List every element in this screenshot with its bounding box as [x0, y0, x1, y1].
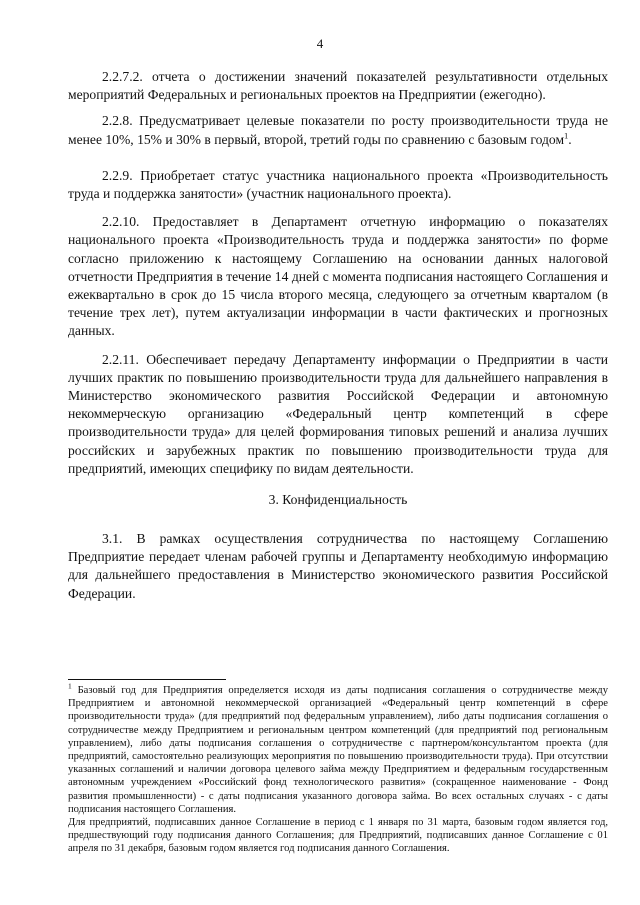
footnotes	[68, 681, 608, 856]
paragraph-2-2-8	[68, 112, 608, 148]
paragraph-3-1: 3.1. В рамках осуществления сотрудничества по настоящему Соглашению Предприятие передает членам рабочей группы и Департаменту необходимую информацию для дальнейшего предоставления в Министерство экономического развития Российской Федерации.	[68, 531, 608, 601]
paragraph-2-2-8-end: .	[568, 131, 572, 147]
paragraph-2-2-10: 2.2.10. Предоставляет в Департамент отчетную информацию о показателях национального проекта «Производительность труда и поддержка занятости» по форме согласно приложению к настоящему Соглашению на основании данных налоговой отчетности Предприятия в течение 14 дней с момента подписания настоящего Соглашения и ежеквартально в срок до 15 числа второго месяца, следующего за отчетным кварталом (в течение трех лет), путем актуализации информации в части фактических и прогнозных данных.	[68, 214, 608, 339]
section-heading-confidentiality: 3. Конфиденциальность	[268, 492, 408, 508]
footnote-1-mark: 1	[68, 681, 72, 691]
document-body	[68, 68, 608, 613]
paragraph-2-2-11: 2.2.11. Обеспечивает передачу Департаменту информации о Предприятии в части лучших практик по повышению производительности труда для дальнейшего направления в Министерство экономического развития Российской Федерации и автономную некоммерческую организацию «Федеральный центр компетенций в сфере производительности труда» для целей формирования типовых решений и анализа лучших российских и зарубежных практик по повышению производительности труда для предприятий, имеющих специфику по видам деятельности.	[68, 351, 608, 476]
footnote-1	[68, 681, 608, 816]
footnote-1-text: Базовый год для Предприятия определяется исходя из даты подписания соглашения о сотрудничестве между Предприятием и автономной некоммерческой организацией «Федеральный центр компетенций в сфере производительности труда» (для предприятий под федеральным управлением), либо даты подписания соглашения о сотрудничестве между Предприятием и региональным центром компетенций (для предприятий под региональным управлением), либо даты подписания соглашения о сотрудничестве с партнером/консультантом проекта (для предприятий, самостоятельно реализующих мероприятия по повышению производительности труда). При отсутствии указанных соглашений и наличии договора целевого займа между Предприятием и федеральным государственным автономным учреждением «Российский фонд технологического развития» (сокращенное наименование - Фонд развития промышленности) - с даты подписания указанного договора займа. Во всех остальных случаях - с даты подписания настоящего Соглашения.	[68, 685, 608, 815]
paragraph-2-2-8-text: 2.2.8. Предусматривает целевые показатели по росту производительности труда не менее 10%, 15% и 30% в первый, второй, третий годы по сравнению с базовым годом	[68, 113, 608, 147]
footnote-1-continuation: Для предприятий, подписавших данное Соглашение в период с 1 января по 31 марта, базовым годом является год, предшествующий году подписания данного Соглашения; для Предприятий, подписавших данное Соглашение с 01 апреля по 31 декабря, базовым годом является год подписания данного Соглашения.	[68, 817, 608, 855]
page-number: 4	[316, 36, 324, 51]
footnote-separator	[68, 679, 226, 680]
paragraph-2-2-7-2: 2.2.7.2. отчета о достижении значений показателей результативности отдельных мероприятий Федеральных и региональных проектов на Предприятии (ежегодно).	[68, 69, 608, 103]
paragraph-2-2-9: 2.2.9. Приобретает статус участника национального проекта «Производительность труда и поддержка занятости» (участник национального проекта).	[68, 167, 608, 202]
footnote-reference[interactable]: 1	[564, 130, 569, 141]
